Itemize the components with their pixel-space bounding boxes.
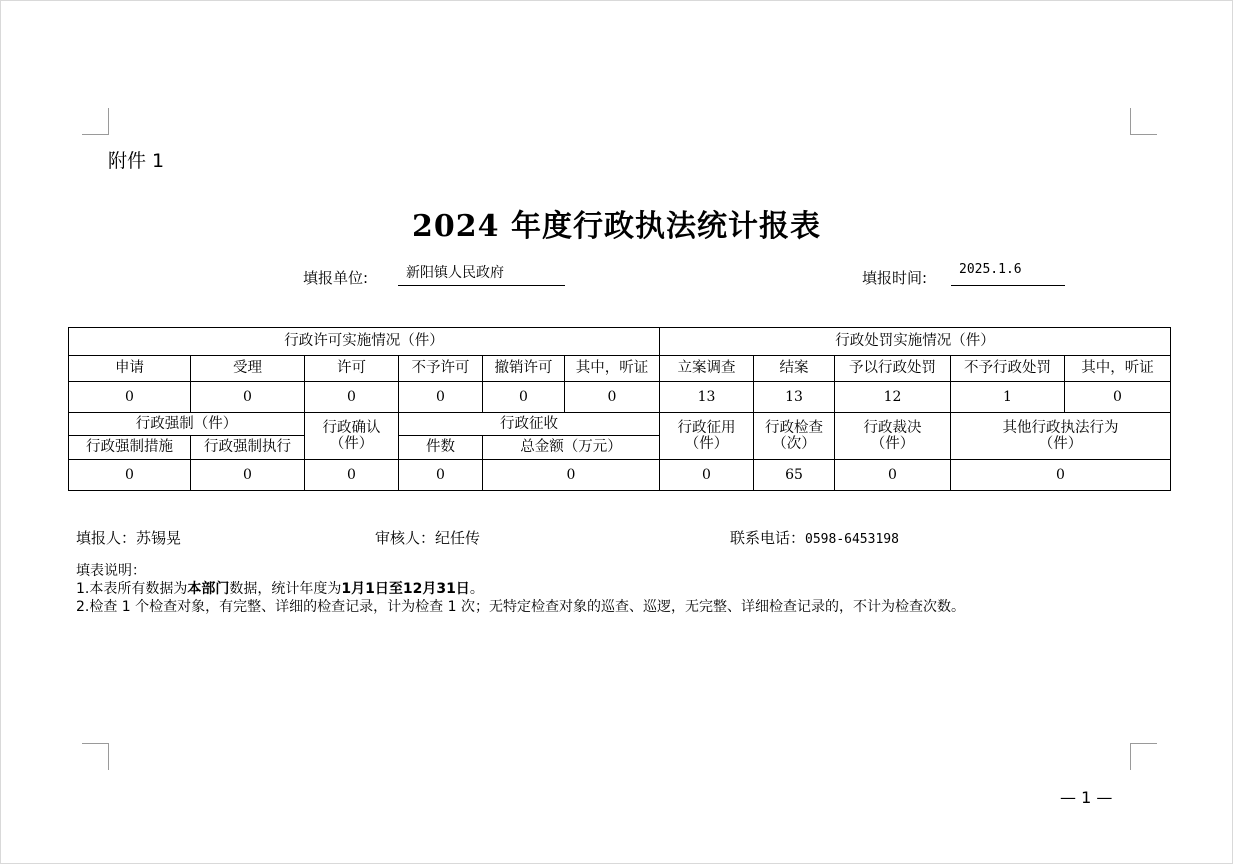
header-deny-permit: 不予许可 bbox=[399, 356, 483, 382]
confirmation-header bbox=[305, 413, 399, 460]
value-case-filed: 13 bbox=[660, 382, 754, 413]
value-deny-permit: 0 bbox=[399, 382, 483, 413]
page-number: — 1 — bbox=[1060, 788, 1113, 807]
header-penalized: 予以行政处罚 bbox=[835, 356, 951, 382]
unit-label: 填报单位: bbox=[303, 269, 369, 287]
coercion-measures-header: 行政强制措施 bbox=[69, 436, 191, 460]
unit-value: 新阳镇人民政府 bbox=[398, 262, 565, 286]
requisition-header-line2: （件） bbox=[684, 436, 729, 452]
instructions bbox=[76, 562, 1176, 616]
value-permit: 0 bbox=[305, 382, 399, 413]
header-accept: 受理 bbox=[191, 356, 305, 382]
instruction-1-part-a: 1.本表所有数据为 bbox=[76, 581, 188, 597]
header-case-filed: 立案调查 bbox=[660, 356, 754, 382]
other-actions-header-line1: 其他行政执法行为 bbox=[1002, 420, 1119, 436]
levy-count-header: 件数 bbox=[399, 436, 483, 460]
coercion-execution-header: 行政强制执行 bbox=[191, 436, 305, 460]
header-case-closed: 结案 bbox=[754, 356, 835, 382]
page-title: 2024 年度行政执法统计报表 bbox=[412, 209, 821, 244]
coercion-header: 行政强制（件） bbox=[69, 413, 305, 436]
instruction-line-1 bbox=[76, 580, 1176, 598]
requisition-header bbox=[660, 413, 754, 460]
filler-label: 填报人：苏锡晃 bbox=[76, 529, 182, 547]
header-license-hearing: 其中，听证 bbox=[565, 356, 660, 382]
other-actions-header bbox=[951, 413, 1171, 460]
ruling-header-line2: （件） bbox=[870, 436, 915, 452]
confirmation-header-line2: （件） bbox=[329, 436, 374, 452]
value-coercion-measures: 0 bbox=[69, 460, 191, 491]
ruling-header-line1: 行政裁决 bbox=[863, 420, 922, 436]
reviewer-label: 审核人：纪任传 bbox=[375, 529, 481, 547]
instruction-1-part-e: 。 bbox=[469, 581, 484, 597]
crop-mark-top-right bbox=[1130, 108, 1157, 135]
inspection-header-line2: （次） bbox=[772, 436, 816, 452]
value-requisition: 0 bbox=[660, 460, 754, 491]
header-not-penalized: 不予行政处罚 bbox=[951, 356, 1065, 382]
value-case-closed: 13 bbox=[754, 382, 835, 413]
attachment-label: 附件 1 bbox=[108, 150, 165, 172]
value-other-actions: 0 bbox=[951, 460, 1171, 491]
license-section-header: 行政许可实施情况（件） bbox=[69, 328, 660, 356]
phone-label: 联系电话： bbox=[730, 529, 806, 547]
header-revoke-permit: 撤销许可 bbox=[483, 356, 565, 382]
value-confirmation: 0 bbox=[305, 460, 399, 491]
instruction-1-emphasis-period: 1月1日至12月31日 bbox=[341, 581, 470, 597]
value-inspection: 65 bbox=[754, 460, 835, 491]
value-not-penalized: 1 bbox=[951, 382, 1065, 413]
header-permit: 许可 bbox=[305, 356, 399, 382]
value-apply: 0 bbox=[69, 382, 191, 413]
value-levy-amount: 0 bbox=[483, 460, 660, 491]
time-value: 2025.1.6 bbox=[951, 262, 1065, 286]
crop-mark-top-left bbox=[82, 108, 109, 135]
instructions-heading: 填表说明： bbox=[76, 563, 146, 579]
header-apply: 申请 bbox=[69, 356, 191, 382]
penalty-section-header: 行政处罚实施情况（件） bbox=[660, 328, 1171, 356]
value-penalty-hearing: 0 bbox=[1065, 382, 1171, 413]
value-levy-count: 0 bbox=[399, 460, 483, 491]
time-label: 填报时间: bbox=[862, 269, 928, 287]
inspection-header bbox=[754, 413, 835, 460]
instruction-line-2: 2.检查 1 个检查对象，有完整、详细的检查记录，计为检查 1 次；无特定检查对象的巡查、巡逻，无完整、详细检查记录的，不计为检查次数。 bbox=[76, 599, 965, 615]
value-penalized: 12 bbox=[835, 382, 951, 413]
crop-mark-bottom-right bbox=[1130, 743, 1157, 770]
levy-amount-header: 总金额（万元） bbox=[483, 436, 660, 460]
inspection-header-line1: 行政检查 bbox=[765, 420, 823, 436]
confirmation-header-line1: 行政确认 bbox=[322, 420, 381, 436]
instruction-1-emphasis-department: 本部门 bbox=[187, 581, 230, 597]
levy-header: 行政征收 bbox=[399, 413, 660, 436]
phone-value: 0598-6453198 bbox=[805, 532, 899, 547]
statistics-table bbox=[68, 327, 1171, 491]
value-license-hearing: 0 bbox=[565, 382, 660, 413]
value-accept: 0 bbox=[191, 382, 305, 413]
value-coercion-execution: 0 bbox=[191, 460, 305, 491]
ruling-header bbox=[835, 413, 951, 460]
requisition-header-line1: 行政征用 bbox=[677, 420, 736, 436]
phone-contact bbox=[730, 527, 899, 548]
instruction-1-part-c: 数据，统计年度为 bbox=[229, 581, 342, 597]
value-revoke-permit: 0 bbox=[483, 382, 565, 413]
crop-mark-bottom-left bbox=[82, 743, 109, 770]
header-penalty-hearing: 其中，听证 bbox=[1065, 356, 1171, 382]
value-ruling: 0 bbox=[835, 460, 951, 491]
other-actions-header-line2: （件） bbox=[1038, 436, 1083, 452]
